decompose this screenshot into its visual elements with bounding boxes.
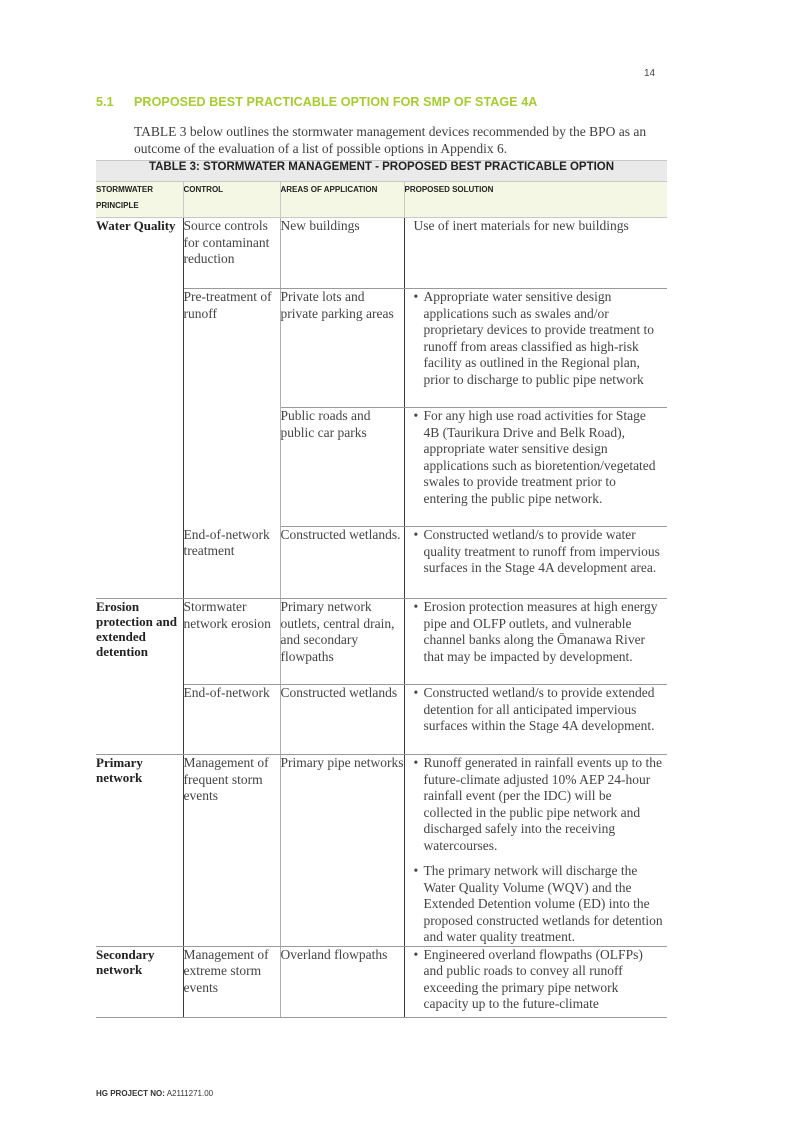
area-cell: Constructed wetlands <box>280 685 404 755</box>
solution-cell <box>404 755 667 947</box>
control-cell: Management of frequent storm events <box>183 755 280 947</box>
solution-cell <box>404 599 667 685</box>
solution-cell <box>404 408 667 527</box>
control-cell: End-of-network <box>183 685 280 755</box>
solution-cell <box>404 685 667 755</box>
area-cell: New buildings <box>280 218 404 289</box>
bullet-icon: • <box>413 527 419 542</box>
stormwater-management-table <box>96 160 667 1018</box>
section-number: 5.1 <box>96 95 114 109</box>
header-area: AREAS OF APPLICATION <box>280 182 404 218</box>
bullet-icon: • <box>413 755 419 770</box>
footer-label: HG PROJECT NO: <box>96 1089 165 1098</box>
bullet-icon: • <box>413 685 419 700</box>
table-row <box>96 599 667 685</box>
section-title: PROPOSED BEST PRACTICABLE OPTION FOR SMP OF STAGE 4A <box>134 95 538 109</box>
area-cell: Overland flowpaths <box>280 946 404 1017</box>
control-cell: Pre-treatment of runoff <box>183 289 280 527</box>
solution-text: Engineered overland flowpaths (OLFPs) and public roads to convey all runoff exceeding the primary pipe network capacity up to the future-climate <box>423 946 643 1011</box>
intro-paragraph: TABLE 3 below outlines the stormwater management devices recommended by the BPO as an outcome of the evaluation of a list of possible options in Appendix 6. <box>134 124 647 156</box>
bullet-icon: • <box>413 946 419 962</box>
solution-cell <box>404 289 667 408</box>
header-control: CONTROL <box>183 182 280 218</box>
table-caption: TABLE 3: STORMWATER MANAGEMENT - PROPOSED BEST PRACTICABLE OPTION <box>96 161 667 182</box>
principle-primary: Primary network <box>96 755 183 947</box>
area-cell: Public roads and public car parks <box>280 408 404 527</box>
footer <box>96 1089 213 1098</box>
area-cell: Primary pipe networks <box>280 755 404 947</box>
footer-project-number: A2111271.00 <box>166 1089 214 1098</box>
control-cell: End-of-network treatment <box>183 527 280 599</box>
control-cell: Source controls for contaminant reduction <box>183 218 280 289</box>
bullet-icon: • <box>413 863 419 878</box>
page-number: 14 <box>644 68 656 79</box>
table-header-row <box>96 182 667 218</box>
section-heading <box>96 95 537 109</box>
area-cell: Primary network outlets, central drain, and secondary flowpaths <box>280 599 404 685</box>
bullet-icon: • <box>413 599 419 614</box>
area-cell: Constructed wetlands. <box>280 527 404 599</box>
solution-cell <box>404 946 667 1017</box>
area-cell: Private lots and private parking areas <box>280 289 404 408</box>
bullet-icon: • <box>413 289 419 304</box>
principle-water-quality: Water Quality <box>96 218 183 599</box>
header-principle: STORMWATER PRINCIPLE <box>96 182 183 218</box>
table-row <box>96 946 667 1017</box>
principle-secondary: Secondary network <box>96 946 183 1017</box>
solution-text: Constructed wetland/s to provide extended detention for all anticipated impervious surfaces within the Stage 4A development. <box>423 685 655 733</box>
control-cell: Management of extreme storm events <box>183 946 280 1017</box>
solution-cell <box>404 527 667 599</box>
solution-text: The primary network will discharge the Water Quality Volume (WQV) and the Extended Detention volume (ED) into the proposed constructed wetlands for detention and water quality treatment. <box>423 863 663 944</box>
table-caption-row <box>96 161 667 182</box>
solution-text: Appropriate water sensitive design applications such as swales and/or proprietary devices to provide treatment to runoff from areas classified as high-risk facility as outlined in the Regional plan, prior to discharge to public pipe network <box>423 289 655 387</box>
control-cell: Stormwater network erosion <box>183 599 280 685</box>
solution-text: Erosion protection measures at high energy pipe and OLFP outlets, and vulnerable channel banks along the Ōmanawa River that may be impacted by development. <box>423 599 658 664</box>
table-row <box>96 755 667 947</box>
header-solution: PROPOSED SOLUTION <box>404 182 667 218</box>
solution-cell: Use of inert materials for new buildings <box>404 218 667 289</box>
principle-erosion: Erosion protection and extended detention <box>96 599 183 755</box>
solution-text: Runoff generated in rainfall events up to the future-climate adjusted 10% AEP 24-hour rainfall event (per the IDC) will be collected in the public pipe network and discharged safely into the receiving watercourses. <box>423 755 663 853</box>
bullet-icon: • <box>413 408 419 423</box>
table-row <box>96 218 667 289</box>
solution-text: Constructed wetland/s to provide water quality treatment to runoff from impervious surfaces in the Stage 4A development area. <box>423 527 660 575</box>
solution-text: For any high use road activities for Stage 4B (Taurikura Drive and Belk Road), appropriate water sensitive design applications such as bioretention/vegetated swales to provide treatment prior to entering the public pipe network. <box>423 408 656 506</box>
